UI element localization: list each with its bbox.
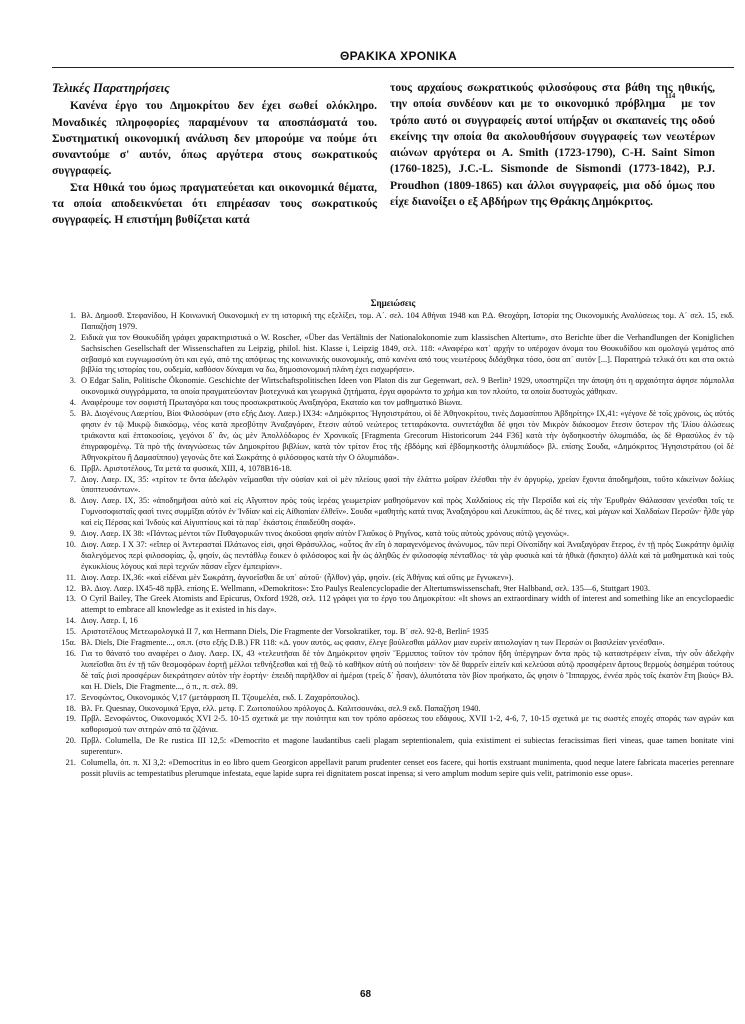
footnote-text: Βλ. Δημοσθ. Στεφανίδου, Η Κοινωνική Οικονομική εν τη ιστορική της εξελίξει, τομ. Α΄. σελ. 104 Αθήναι 1948 και Ρ.Δ. Θεοχάρη, Ιστορία της Οικονομικής Αναλύσεως τομ. Α΄ σελ. 15, εκδ. Παπαζήση 1979. [81, 310, 734, 331]
footnote-text: Διογ. Λαερ. I, 16 [81, 616, 138, 626]
footnote-text: Ξενοφώντος, Οικονομικός V,17 (μετάφραση Π. Τζουμελέα, εκδ. Ι. Ζαχαρόπουλος). [81, 692, 360, 702]
body-paragraph-continued [390, 80, 715, 210]
footnote-text: Πρβλ. Columella, De Re rustica III 12,5: «Democrito et magone laudantibus caeli plagam septentionalem, quia existiment ei subiectas feracissimas fieri vineas, quae tamen bonitate vini superentur». [81, 736, 734, 757]
footnote-number: 20. [65, 736, 76, 746]
body-paragraph: Κανένα έργο του Δημοκρίτου δεν έχει σωθεί ολόκληρο. Μοναδικές πληροφορίες παραμένουν τα αποσπάσματά του. Συστηματική οικονομική ανάλυση δεν μπορούμε να πούμε ότι συναντούμε σ' αυτόν, όπως αργότερα στους σωκρατικούς συγγραφείς. [52, 99, 377, 178]
footnote-text: Βλ. Fr. Quesnay, Οικονομικά Έργα, ελλ. μετφ. Γ. Ζωιτοπούλου πρόλογος Δ. Καλιτσουνάκι, σελ.9 εκδ. Παπαζήση 1940. [81, 703, 481, 713]
footnote-number: 16. [65, 649, 76, 658]
footnote-number: 18. [65, 703, 76, 713]
footnote-text: Διογ. Λαερ. IX,36: «καὶ εἰδέναι μὲν Σωκράτη, ἀγνοεῖσθαι δε υπ΄ αὐτοῦ· (ἦλθον) γάρ, φησίν. (εἰς Ἀθήνας καὶ οὔτις με ἔγνωκεν»). [81, 572, 514, 582]
footnote-number: 10. [65, 539, 76, 549]
footnote-item [52, 736, 734, 758]
footnote-text: Αναφέρουμε τον σοφιστή Πρωταγόρα και τους προσωκρατικούς Αναξαγόρα, Εκαταίο και τον μαθηματικό Βίωνα. [81, 398, 463, 408]
footnote-item [52, 714, 734, 736]
footnote-text: Πρβλ. Ξενοφώντος, Οικονομικός XVI 2-5. 10-15 σχετικά με την ποιότητα και τον τρόπο αρόσεως του εδάφους, XVII 1-2, 4-6, 7, 10-15 σχετικά με τις σωστές εποχές σποράς των αγρών και καθορισμού των σιτηρών από τα ζιζάνια. [81, 714, 734, 735]
footnote-text: Βλ. Διογένους Λαερτίου, Βίοι Φιλοσόφων (στο εξής Διογ. Λαερ.) IX34: «Δημόκριτος Ἡγησιστράτου, οἱ δὲ Ἀθηνοκρίτου, τινὲς Δαμασίππου Ἀβδηρίτης» IX,41: «γέγονε δὲ τοῖς χρόνοις, ὡς αὐτός φησιν ἐν τῷ Μικρῷ διακόσμῳ, νέος κατὰ πρεσβύτην Ἀναξαγόραν, ἔτεσιν αὐτοῦ νεώτερος τετταράκοντα. συντετάχθαι δέ φησι τὸν Μικρὸν διάκοσμον ἔτεσιν ὕστερον τῆς Ἰλίου ἁλώσεως τριάκοντα καὶ ἑπτακοσίοις, γεγόνοι δ᾽ ἄν, ὡς μὲν Ἀπολλόδωρος ἐν Χρονικοῖς [Fragmenta Grecorum Historicorum 244 F36] κατὰ τὴν ὀγδοηκοστὴν ὀλυμπιάδα, ὡς δὲ Θρασύλος ἐν τῷ ἐπιγραφομένῳ. Τὰ πρὸ τῆς ἀναγνώσεως τῶν Δημοκρίτου βιβλίων, κατὰ τὸν τρίτον ἔτος τῆς ἑβδόμης καὶ ἑβδομηκοστῆς ὀλυμπιάδος» βλ. επίσης Σουδα, «Δημόκριτος Ἡγησιστράτου (οἱ δὲ Ἀθηνοκρίτου ἢ Δαμασίππου) γεγονὼς ὅτε καὶ Σωκράτης ὁ φιλόσοφος κατὰ τὴν Ο ὀλυμπιάδα». [81, 409, 734, 462]
footnote-text: Διογ. Λαερ. I Χ 37: «εἴπερ οἱ Ἀντερασταὶ Πλάτωνος εἰσι, φησὶ Θράσυλλος, «οὗτος ἂν εἴη ὁ παραγενόμενος ἀνώνυμος, τῶν περὶ Οἰνοπίδην καὶ Ἀναξαγόραν ἕτερος, ἐν τῇ πρὸς Σωκράτην ὁμιλίᾳ διαλεγόμενος περὶ φιλοσοφίας, ᾧ, φησίν, ὡς πεντάθλῳ ἔοικεν ὁ φιλόσοφος καὶ ἦν ὡς ἀληθῶς ἐν φιλοσοφίᾳ πένταθλος· τὰ γὰρ φυσικὰ καὶ τὰ ἠθικὰ (ἤσκητο) ἀλλὰ καὶ τὰ μαθηματικὰ καὶ τοὺς ἐγκυκλίους λόγους καὶ περὶ τεχνῶν πᾶσαν εἶχεν ἐμπειρίαν». [81, 539, 734, 571]
body-column-left [52, 80, 377, 229]
page-number: 68 [360, 989, 372, 1000]
footnote-item [52, 409, 734, 464]
footnote-item [52, 638, 734, 649]
footnote-number: 12. [65, 583, 76, 593]
footnote-text: Βλ. Διογ. Λαερ. IX45-48 πρβλ. επίσης Ε. Wellmann, «Demokritos»: Στο Paulys Realencyclopadie der Altertumswissenschaft, 9ter Halbband, σελ. 135—6, Stuttgart 1903. [81, 583, 651, 593]
footnote-item [52, 496, 734, 529]
footnote-item [52, 529, 734, 540]
footnote-number: 3. [69, 376, 76, 386]
footnote-item [52, 693, 734, 704]
footnote-number: 2. [69, 332, 76, 342]
running-header: ΘΡΑΚΙΚΑ ΧΡΟΝΙΚΑ [340, 49, 457, 63]
footnote-item [52, 594, 734, 616]
body-paragraph: Στα Ηθικά του όμως πραγματεύεται και οικονομικά θέματα, τα οποία αποδεικνύεται ότι επηρέασαν τους σωκρατικούς συγγραφείς. Η επιστήμη βυθίζεται κατά [52, 180, 377, 227]
footnote-text: Διογ. Λαερ. IX 38: «Πάντως μέντοι τῶν Πυθαγορικῶν τινος ἀκοῦσαι φησὶν αὐτὸν Γλαῦκος ὁ Ρηγῖνος, κατὰ τοὺς αὐτοὺς χρόνους αὐτῷ γεγονώς». [81, 529, 569, 539]
footnote-item [52, 398, 734, 409]
footnote-number: 15. [65, 627, 76, 637]
footnote-text: Διογ. Λαερ. IX, 35: «τρίτον τε ὄντα ἀδελφὸν νεῖμασθαι τὴν οὐσίαν καὶ οἱ μὲν πλείους φασὶ τὴν ἐλάττω μοῖραν ἑλέσθαι τὴν ἐν ἀργυρίῳ, χρείαν ἔχοντα ἀποδημῆσαι, τοῦτο κἀκείνων δολίως ὑποπτευσάντων». [81, 474, 734, 495]
footnote-item [52, 475, 734, 497]
footnote-text: Ο Edgar Salin, Politische Ökonomie. Geschichte der Wirtschaftspolitischen Ideen von Platon dis zur Gegenwart, σελ. 9 Berlin² 1929, υποστηρίζει την άποψη ότι η αρχαιότητα άφησε πάμπολλα οικονομικά συγγράμματα, τα οποία πραγματεύονταν βιοτεχνικά και γεωργικά ζητήματα, έργα αφορώντα το χρήμα και τον πλούτο, τα οποία δυστυχώς χάθηκαν. [81, 376, 734, 397]
footnote-item [52, 311, 734, 333]
footnote-text: Columella, όπ. π. XI 3,2: «Democritus in eo libro quem Georgicon appellavit parum prudenter censet eos facere, qui hortis exstruant munimenta, quod neque latere fabricata maceries perennare possit pluviis ac tempestatibus plerumque infestata, eque lapide supra rei dignitatem poscat inpensa; si vero amplum modum sepire quis velit, patrimonio esse opus». [81, 758, 734, 778]
section-heading: Τελικές Παρατηρήσεις [52, 81, 170, 95]
footnote-text: Βλ. Diels, Die Fragmente..., οπ.π. (στο εξής D.B.) FR 118: «Δ. γουν αυτός, ως φασιν, έλεγε βούλεσθαι μάλλον μιαν ευρείν αιτιολογίαν η των Περσών οι βασιλείαν γενέσθαι». [81, 638, 665, 648]
paragraph-text: με τον τρόπο αυτό οι συγγραφείς αυτοί υπήρξαν οι σκαπανείς της οδού εκείνης την οποία θα ακολουθήσουν συγγραφείς των νεωτέρων αιώνων αργότερα οι A. Smith (1723-1790), C-H. Saint Simon (1760-1825), J.C.-L. Sismonde de Sismondi (1773-1842), P.J. Proudhon (1809-1865) και άλλοι συγγραφείς, μια οδό όμως που είχε διανοίξει ο εξ Αβδήρων της Θράκης Δημόκριτος. [390, 97, 715, 209]
footnote-number: 5. [69, 409, 76, 419]
footnote-number: 7. [69, 474, 76, 484]
footnote-number: 15α. [61, 638, 76, 648]
footnote-number: 17. [65, 692, 76, 702]
footnotes-section [52, 298, 734, 780]
paragraph-text: τους αρχαίους σωκρατικούς φιλοσόφους στα βάθη της ηθικής, την οποία συνδέουν και με το οικονομικό πρόβλημα [390, 81, 715, 111]
footnote-text: Ειδικά για τον Θουκυδίδη γράφει χαρακτηριστικά ο W. Roscher, «Über das Vertältnis der Nationalokonomie zum klassischen Altertum», στο Berichte über die Verhandlungen der Koniglichen Sachsischen Gesellschaft der Wissenschaften zu Leipzig, philol. hist. Klasse i, Leipzig 1849, σελ. 118: «Αναφέρω κατ΄ αρχήν το υπέροχον όνομα του Θουκυδίδου και ομολογώ γεμάτος από σεβασμό και ευγνωμοσύνη ότι και εγώ, από της απόψεως της κοινωνικής οικονομικής, από κανένα από τους νεωτέρους διδάχθηκα τόσο, όσα απ΄ αυτόν [...]. Παρατηρώ τελικά ότι και στα οκτώ βιβλία της ιστορίας του, ουδεμία, καθόσον δύναμαι να δω, δημοσιονομική πλάνη έχει εισχωρήσει». [81, 332, 734, 375]
footnote-number: 9. [69, 529, 76, 539]
footnote-number: 13. [65, 594, 76, 604]
footnote-number: 11. [65, 572, 76, 582]
footnote-number: 14. [65, 616, 76, 626]
footnote-item [52, 540, 734, 573]
footnotes-list [52, 311, 734, 780]
footnote-text: Ο Cyril Bailey, The Greek Atomists and Epicurus, Oxford 1928, σελ. 112 γράφει για το έργο του Δημοκρίτου: «It shows an extraordinary width of interest and something like an encyclopaedic attempt to embrace all knowledge as it existed in his day». [81, 594, 734, 615]
footnote-item [52, 584, 734, 595]
footnotes-title: Σημειώσεις [370, 298, 416, 308]
header-rule [52, 67, 734, 68]
footnote-item [52, 333, 734, 377]
footnote-number: 4. [69, 398, 76, 408]
footnote-reference: 114 [665, 92, 676, 101]
footnote-item [52, 704, 734, 715]
footnote-item [52, 464, 734, 475]
footnote-item [52, 376, 734, 398]
footnote-item [52, 758, 734, 780]
footnote-text: Πρβλ. Αριστοτέλους, Τα μετά τα φυσικά, XIII, 4, 1078B16-18. [81, 463, 292, 473]
footnote-item [52, 616, 734, 627]
footnote-text: Αριστοτέλους Μετεωρολογικά ΙΙ 7, και Hermann Diels, Die Fragmente der Vorsokratiker, τομ. Β΄ σελ. 92-8, Berlin⁵ 1935 [81, 627, 489, 637]
footnote-item [52, 573, 734, 584]
footnote-text: Για το θάνατό του αναφέρει ο Διογ. Λαερ. IX, 43 «τελευτῆσαι δὲ τὸν Δημόκριτον φησὶν Ἕρμιππος τοῦτον τὸν τρόπον ἤδη ὑπέργηρων ὄντα πρὸς τῷ καταστρέφειν εἶναι, τὴν οὖν ἀδελφὴν λυπεῖσθαι ὅτι ἐν τῇ τῶν θεσμοφόρων ἑορτῇ μέλλοι τεθνήξεσθαι καὶ τῇ θεῷ τὸ καθῆκον αὐτὴ οὐ ποιήσειν· τὸν δὲ θαρρεῖν εἰπεῖν καὶ κελεύσαι αὐτῷ προσφέρειν ἄρτους θερμοὺς ὁσημέραι τούτους δὲ ταῖς ῥισὶ προσφέρων διεκράτησεν αὐτὸν τὴν ἑορτήν· ἐπειδὴ παρῆλθον αἱ ἡμέραι (τρεῖς δ᾽ ἦσαν), ἀλυπότατα τὸν βίον προήκατο, ὥς φησιν ὁ Ἵππαρχος, ἐννέα πρὸς τοῖς ἑκατὸν ἔτη βιούς» Βλ. και Η. Diels, Die Fragmente..., ό π., π. σελ. 89. [81, 649, 734, 691]
footnote-item [52, 649, 734, 693]
footnote-number: 8. [69, 496, 76, 506]
footnote-item [52, 627, 734, 638]
footnote-number: 1. [69, 310, 76, 320]
footnote-text: Διογ. Λαερ. IX, 35: «ἀποδημῆσαι αὐτὸ καὶ εἰς Αἴγυπτον πρὸς τοὺς ἱερέας γεωμετρίαν μαθησόμενον καὶ πρὸς Χαλδαίους εἰς τὴν Περσίδα καὶ εἰς τὴν Ἐρυθρὰν Θάλασσαν γενέσθαι τοῖς τε Γυμνοσοφισταῖς φασὶ τινες συμμῖξαι αὐτὸν ἐν Ἰνδίαν καὶ εἰς Αἰθιοπίαν ἐλθεῖν». Σουδα «μαθητὴς κατά τινας Ἀναξαγόρου καὶ Λευκίππου, ὡς δέ τινες, καὶ μάγων καὶ Χαλδαίων Περσῶν· ἦλθε γὰρ καὶ εἰς Πέρσας καὶ Ἰνδοὺς καὶ Αἰγυπτίους καὶ τὰ παρ᾽ ἑκάστοις ἐπαιδεύθη σοφά». [81, 496, 734, 528]
footnote-number: 6. [69, 463, 76, 473]
footnote-number: 21. [65, 758, 76, 768]
footnote-number: 19. [65, 714, 76, 724]
body-column-right [390, 80, 715, 210]
